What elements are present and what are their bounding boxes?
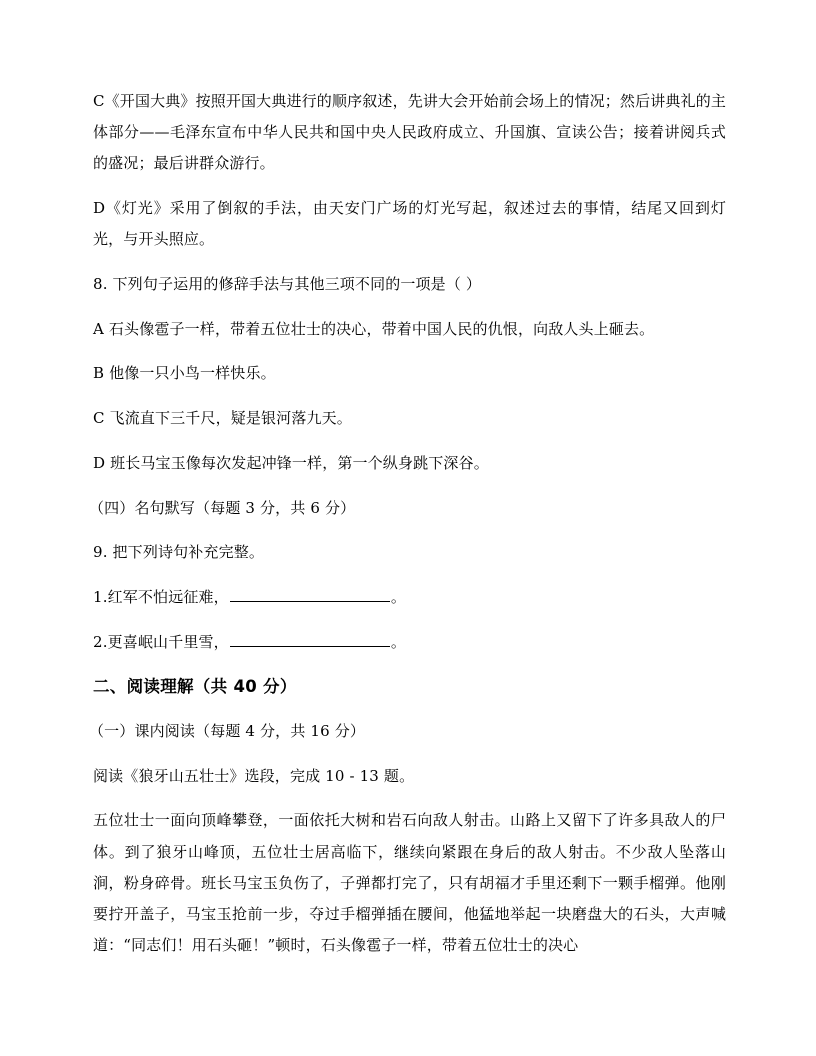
option-d-previous-question: D《灯光》采用了倒叙的手法，由天安门广场的灯光写起，叙述过去的事情，结尾又回到灯光，与开头照应。 xyxy=(93,199,726,249)
reading-instructions: 阅读《狼牙山五壮士》选段，完成 10 - 13 题。 xyxy=(93,766,415,785)
question-8-option-d: D 班长马宝玉像每次发起冲锋一样，第一个纵身跳下深谷。 xyxy=(93,453,489,472)
document-page xyxy=(89,86,726,961)
question-8-option-c: C 飞流直下三千尺，疑是银河落九天。 xyxy=(93,409,352,428)
question-8-option-a: A 石头像雹子一样，带着五位壮士的决心，带着中国人民的仇恨，向敌人头上砸去。 xyxy=(93,319,655,338)
subsection-1-title: （一）课内阅读（每题 4 分，共 16 分） xyxy=(89,722,366,741)
poem-line-1-prefix: 1.红军不怕远征难， xyxy=(93,587,229,606)
poem-line-2-prefix: 2.更喜岷山千里雪， xyxy=(93,632,229,651)
poem-line-2-suffix: 。 xyxy=(390,632,406,651)
section-4-title: （四）名句默写（每题 3 分，共 6 分） xyxy=(89,498,356,517)
question-8-stem: 8. 下列句子运用的修辞手法与其他三项不同的一项是（ ） xyxy=(93,275,482,294)
fill-blank-1[interactable] xyxy=(230,583,390,602)
fill-blank-2[interactable] xyxy=(230,628,390,647)
question-9-line-1 xyxy=(93,582,726,613)
part-2-heading: 二、阅读理解（共 40 分） xyxy=(93,677,297,697)
option-c-previous-question: C《开国大典》按照开国大典进行的顺序叙述，先讲大会开始前会场上的情况；然后讲典礼的主体部分——毛泽东宣布中华人民共和国中央人民政府成立、升国旗、宣读公告；接着讲阅兵式的盛况；最后讲群众游行。 xyxy=(93,92,726,173)
reading-passage: 五位壮士一面向顶峰攀登，一面依托大树和岩石向敌人射击。山路上又留下了许多具敌人的尸体。到了狼牙山峰顶，五位壮士居高临下，继续向紧跟在身后的敌人射击。不少敌人坠落山涧，粉身碎骨。班长马宝玉负伤了，子弹都打完了，只有胡福才手里还剩下一颗手榴弹。他刚要拧开盖子，马宝玉抢前一步，夺过手榴弹插在腰间，他猛地举起一块磨盘大的石头，大声喊道：“同志们！用石头砸！”顿时，石头像雹子一样，带着五位壮士的决心 xyxy=(93,811,726,955)
question-9-line-2 xyxy=(93,627,726,658)
poem-line-1-suffix: 。 xyxy=(390,587,406,606)
question-9-stem: 9. 把下列诗句补充完整。 xyxy=(93,543,265,562)
question-8-option-b: B 他像一只小鸟一样快乐。 xyxy=(93,364,276,383)
